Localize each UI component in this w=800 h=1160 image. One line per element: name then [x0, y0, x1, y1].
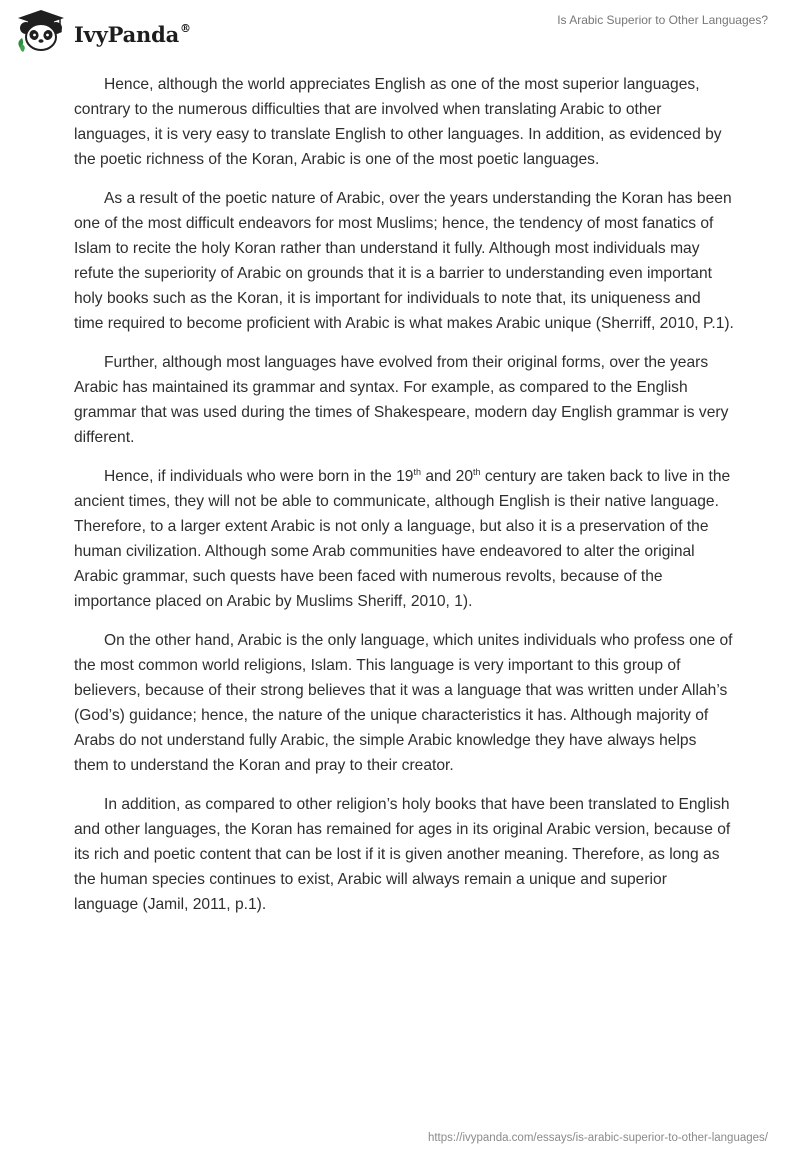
essay-content [74, 72, 734, 931]
paragraph: On the other hand, Arabic is the only language, which unites individuals who profess one of the most common world religions, Islam. This language is very important to this group of believers, because of their strong believes that it was a language that was written under Allah’s (God’s) guidance; hence, the nature of the unique characteristics it has. Although majority of Arabs do not understand fully Arabic, the simple Arabic knowledge they have always helps them to understand the Koran and pray to their creator. [74, 632, 733, 774]
ordinal-suffix: th [473, 466, 481, 477]
panda-graduate-icon [14, 8, 68, 54]
page-header [0, 0, 800, 60]
paragraph: As a result of the poetic nature of Arabic, over the years understanding the Koran has been one of the most difficult endeavors for most Muslims; hence, the tendency of most fanatics of Islam to recite the holy Koran rather than understand it fully. Although most individuals may refute the superiority of Arabic on grounds that it is a barrier to understanding even important holy books such as the Koran, it is important for individuals to note that, its uniqueness and time required to become proficient with Arabic is what makes Arabic unique (Sherriff, 2010, P.1). [74, 190, 734, 332]
source-url[interactable]: https://ivypanda.com/essays/is-arabic-superior-to-other-languages/ [427, 1132, 768, 1144]
document-title: Is Arabic Superior to Other Languages? [557, 13, 768, 27]
paragraph: Hence, although the world appreciates English as one of the most superior languages, contrary to the numerous difficulties that are involved when translating Arabic to other languages, it is very easy to translate English to other languages. In addition, as evidenced by the poetic richness of the Koran, Arabic is one of the most poetic languages. [74, 76, 722, 168]
ordinal-suffix: th [413, 466, 421, 477]
registered-mark: ® [180, 21, 191, 35]
paragraph: In addition, as compared to other religion’s holy books that have been translated to English and other languages, the Koran has remained for ages in its original Arabic version, because of its rich and poetic content that can be lost if it is given another meaning. Therefore, as long as the human species continues to exist, Arabic will always remain a unique and superior language (Jamil, 2011, p.1). [74, 796, 731, 913]
paragraph: Hence, if individuals who were born in the 19th and 20th century are taken back to live in the ancient times, they will not be able to communicate, although English is their native language. Therefore, to a larger extent Arabic is not only a language, but also it is a preservation of the human civilization. Although some Arab communities have endeavored to alter the original Arabic grammar, such quests have been faced with numerous revolts, because of the importance placed on Arabic by Muslims Sheriff, 2010, 1). [74, 466, 731, 610]
brand-name: IvyPanda® [74, 21, 191, 47]
ivypanda-logo[interactable] [14, 8, 191, 54]
paragraph: Further, although most languages have evolved from their original forms, over the years Arabic has maintained its grammar and syntax. For example, as compared to the English grammar that was used during the times of Shakespeare, modern day English grammar is very different. [74, 354, 729, 446]
